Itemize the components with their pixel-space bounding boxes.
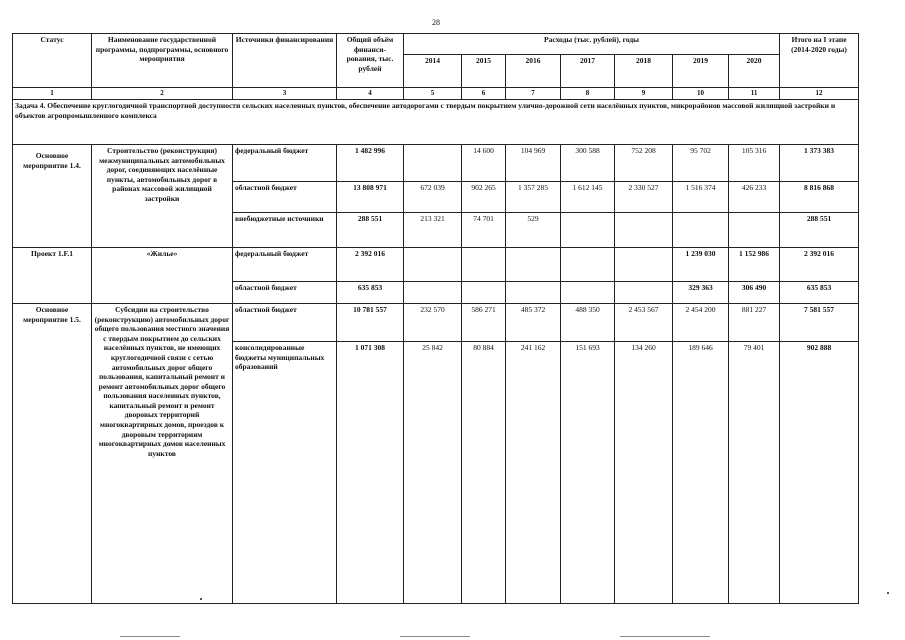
year-value <box>561 212 615 247</box>
year-value: 488 350 <box>561 303 615 341</box>
financing-table <box>12 33 859 604</box>
total-cell: 635 853 <box>337 281 404 303</box>
scan-artifact <box>620 636 710 637</box>
header-source: Источники финансирования <box>233 34 337 88</box>
source-cell: консолидированные бюджеты муниципальных образований <box>233 341 337 603</box>
header-year: 2018 <box>615 55 673 88</box>
name-cell: Субсидии на строительство (реконструкцию) автомобильных дорог общего пользования местного значения с твердым покрытием до сельских населённых пунктов, не имеющих круглогодичной связи с сетью автомобильных дорог общего пользования, капитальный ремонт и ремонт автомобильных дорог общего пользования населенных пунктов, капитальный ремонт и ремонт дворовых территорий многоквартирных домов, проездов к дворовым территориям многоквартирных домов населенных пунктов <box>92 303 233 603</box>
scan-artifact <box>120 636 180 637</box>
year-value: 672 039 <box>404 181 462 212</box>
year-value: 74 701 <box>462 212 506 247</box>
column-number: 10 <box>673 88 729 100</box>
status-cell: Проект 1.F.1 <box>13 247 92 303</box>
status-cell: Основное мероприятие 1.4. <box>13 144 92 247</box>
source-cell: внебюджетные источники <box>233 212 337 247</box>
year-value <box>462 247 506 281</box>
year-value: 1 239 030 <box>673 247 729 281</box>
source-cell: федеральный бюджет <box>233 247 337 281</box>
scan-artifact <box>400 636 470 637</box>
column-number: 6 <box>462 88 506 100</box>
header-year: 2019 <box>673 55 729 88</box>
column-number: 1 <box>13 88 92 100</box>
column-number: 9 <box>615 88 673 100</box>
stage-total-cell: 8 816 868 <box>780 181 859 212</box>
column-number: 5 <box>404 88 462 100</box>
header-expenses: Расходы (тыс. рублей), годы <box>404 34 780 55</box>
year-value: 529 <box>506 212 561 247</box>
year-value <box>615 212 673 247</box>
header-row <box>13 34 859 55</box>
header-status: Статус <box>13 34 92 88</box>
year-value: 104 969 <box>506 144 561 181</box>
table-row <box>13 247 859 281</box>
year-value <box>404 247 462 281</box>
year-value <box>729 212 780 247</box>
stage-total-cell: 1 373 383 <box>780 144 859 181</box>
year-value: 1 357 285 <box>506 181 561 212</box>
header-year: 2015 <box>462 55 506 88</box>
year-value <box>615 247 673 281</box>
header-year: 2017 <box>561 55 615 88</box>
column-number: 8 <box>561 88 615 100</box>
source-cell: областной бюджет <box>233 181 337 212</box>
year-value: 586 271 <box>462 303 506 341</box>
year-value: 2 453 567 <box>615 303 673 341</box>
status-cell: Основное мероприятие 1.5. <box>13 303 92 603</box>
header-name: Наименование государственной программы, подпрограммы, основного мероприятия <box>92 34 233 88</box>
year-value <box>561 247 615 281</box>
year-value: 1 152 986 <box>729 247 780 281</box>
year-value <box>404 144 462 181</box>
header-year: 2016 <box>506 55 561 88</box>
year-value: 134 260 <box>615 341 673 603</box>
year-value: 1 516 374 <box>673 181 729 212</box>
year-value: 241 162 <box>506 341 561 603</box>
column-number: 12 <box>780 88 859 100</box>
year-value: 902 265 <box>462 181 506 212</box>
year-value: 14 600 <box>462 144 506 181</box>
year-value: 426 233 <box>729 181 780 212</box>
stage-total-cell: 288 551 <box>780 212 859 247</box>
year-value: 485 372 <box>506 303 561 341</box>
source-cell: областной бюджет <box>233 281 337 303</box>
year-value: 329 363 <box>673 281 729 303</box>
total-cell: 10 781 557 <box>337 303 404 341</box>
page-number: 28 <box>432 18 440 27</box>
column-number: 3 <box>233 88 337 100</box>
stage-total-cell: 2 392 016 <box>780 247 859 281</box>
year-value <box>673 212 729 247</box>
scan-artifact <box>200 598 202 600</box>
year-value <box>615 281 673 303</box>
year-value: 105 316 <box>729 144 780 181</box>
year-value <box>506 247 561 281</box>
column-number: 2 <box>92 88 233 100</box>
column-number: 7 <box>506 88 561 100</box>
year-value <box>462 281 506 303</box>
year-value: 1 612 145 <box>561 181 615 212</box>
year-value: 25 842 <box>404 341 462 603</box>
header-stage-total: Итого на I этапе (2014-2020 годы) <box>780 34 859 88</box>
total-cell: 1 482 996 <box>337 144 404 181</box>
year-value <box>561 281 615 303</box>
column-number: 11 <box>729 88 780 100</box>
year-value: 151 693 <box>561 341 615 603</box>
column-numbers-row <box>13 88 859 100</box>
name-cell: Строительство (реконструкция) межмуниципальных автомобильных дорог, соединяющих населённые пункты, автомобильных дорог в районах массовой жилищной застройки <box>92 144 233 247</box>
header-total: Общий объём финанси-рования, тыс. рублей <box>337 34 404 88</box>
stage-total-cell: 7 581 557 <box>780 303 859 341</box>
header-year: 2014 <box>404 55 462 88</box>
year-value <box>404 281 462 303</box>
year-value: 213 321 <box>404 212 462 247</box>
stage-total-cell: 635 853 <box>780 281 859 303</box>
year-value: 79 401 <box>729 341 780 603</box>
year-value: 2 330 527 <box>615 181 673 212</box>
table-row <box>13 144 859 181</box>
scan-artifact <box>887 592 889 594</box>
year-value: 306 490 <box>729 281 780 303</box>
table-row <box>13 303 859 341</box>
total-cell: 2 392 016 <box>337 247 404 281</box>
year-value: 752 208 <box>615 144 673 181</box>
header-year: 2020 <box>729 55 780 88</box>
total-cell: 13 808 971 <box>337 181 404 212</box>
source-cell: федеральный бюджет <box>233 144 337 181</box>
source-cell: областной бюджет <box>233 303 337 341</box>
year-value: 95 702 <box>673 144 729 181</box>
year-value <box>506 281 561 303</box>
total-cell: 1 071 308 <box>337 341 404 603</box>
year-value: 300 588 <box>561 144 615 181</box>
year-value: 232 570 <box>404 303 462 341</box>
task-text: Задача 4. Обеспечение круглогодичной транспортной доступности сельских населенных пунктов, обеспечение автодорогами с твердым покрытием улично-дорожной сети населённых пунктов, микрорайонов массовой жилищной застройки и объектов агропромышленного комплекса <box>13 99 859 144</box>
year-value: 189 646 <box>673 341 729 603</box>
column-number: 4 <box>337 88 404 100</box>
name-cell: «Жилье» <box>92 247 233 303</box>
year-value: 881 227 <box>729 303 780 341</box>
stage-total-cell: 902 888 <box>780 341 859 603</box>
total-cell: 288 551 <box>337 212 404 247</box>
year-value: 80 884 <box>462 341 506 603</box>
year-value: 2 454 200 <box>673 303 729 341</box>
task-row <box>13 99 859 144</box>
